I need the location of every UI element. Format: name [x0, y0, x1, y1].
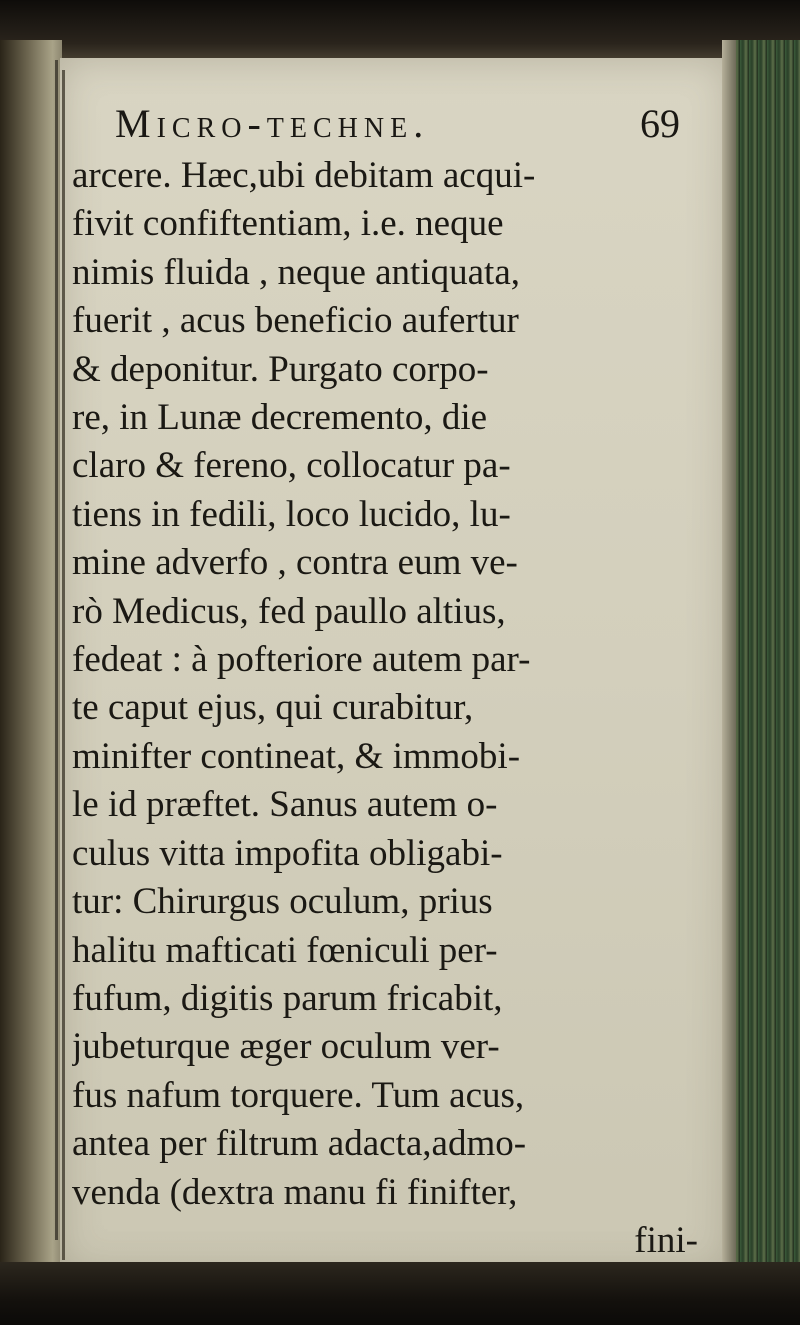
text-line: claro & fereno, collocatur pa- [72, 445, 511, 487]
text-line: tur: Chirurgus oculum, prius [72, 881, 493, 923]
body-text [72, 152, 722, 1265]
text-line: fuerit , acus beneficio aufertur [72, 300, 519, 342]
text-line: tiens in fedili, loco lucido, lu- [72, 493, 511, 535]
text-line: arcere. Hæc,ubi debitam acqui- [72, 155, 536, 196]
text-line: nimis fluida , neque antiquata, [72, 251, 520, 293]
text-line: antea per filtrum adacta,admo- [72, 1123, 527, 1165]
text-line: fus nafum torquere. Tum acus, [72, 1074, 525, 1116]
text-line: te caput ejus, qui curabitur, [72, 687, 474, 729]
top-shadow [0, 0, 800, 62]
page-number: 69 [640, 101, 680, 146]
margin-rule [62, 70, 65, 1260]
text-line: fivit confiftentiam, i.e. neque [72, 203, 504, 245]
text-line: mine adverfo , contra eum ve- [72, 542, 518, 584]
text-line: jubeturque æger oculum ver- [72, 1026, 500, 1068]
bottom-shadow [0, 1262, 800, 1325]
fore-edge [722, 40, 800, 1280]
text-line: fedeat : à pofteriore autem par- [72, 639, 531, 681]
text-line: minifter contineat, & immobi- [72, 735, 521, 777]
text-line: re, in Lunæ decremento, die [72, 397, 488, 439]
text-line: & deponitur. Purgato corpo- [72, 348, 489, 390]
text-line: fufum, digitis parum fricabit, [72, 977, 503, 1019]
text-line: le id præftet. Sanus autem o- [72, 784, 498, 826]
running-head-title: Micro-techne. [115, 101, 430, 146]
running-head [115, 100, 595, 147]
text-line: culus vitta impofita obligabi- [72, 832, 503, 874]
text-line: venda (dextra manu fi finifter, [72, 1171, 518, 1213]
catchword: fini- [634, 1219, 698, 1261]
text-line: rò Medicus, fed paullo altius, [72, 590, 506, 632]
previous-page-edge [0, 40, 62, 1270]
text-line: halitu mafticati fœniculi per- [72, 929, 498, 971]
